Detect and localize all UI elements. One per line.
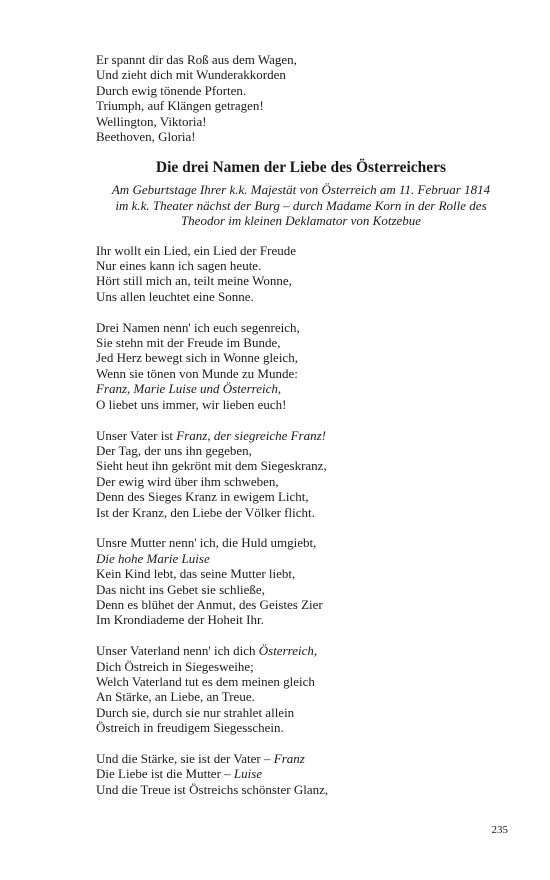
verse-emphasis: Österreich,	[258, 643, 318, 659]
verse-line	[96, 766, 506, 781]
verse-line: Kein Kind lebt, das seine Mutter liebt,	[96, 566, 296, 582]
verse-line: Und zieht dich mit Wunderakkorden	[96, 67, 286, 83]
verse-line: Ist der Kranz, den Liebe der Völker flicht.	[96, 504, 315, 520]
verse-line: Sie stehn mit der Freude im Bunde,	[96, 335, 281, 351]
verse-line: Nur eines kann ich sagen heute.	[96, 258, 262, 274]
poem-title: Die drei Namen der Liebe des Österreichers	[155, 159, 447, 177]
stanza-6	[96, 751, 506, 797]
stanza-2	[96, 320, 506, 412]
verse-line: Im Krondiademe der Hoheit Ihr.	[96, 612, 264, 628]
stanza-gap	[96, 736, 506, 751]
verse-line: Wellington, Viktoria!	[96, 113, 207, 129]
verse-line: Dich Östreich in Siegesweihe;	[96, 658, 254, 674]
prelude-stanza	[96, 52, 506, 144]
verse-line-italic: Die hohe Marie Luise	[96, 550, 210, 566]
verse-line: Durch sie, durch sie nur strahlet allein	[96, 704, 295, 720]
verse-line: Denn es blühet der Anmut, des Geistes Zier	[96, 596, 323, 612]
verse-line: Hört still mich an, teilt meine Wonne,	[96, 273, 292, 289]
stanza-gap	[96, 520, 506, 535]
verse-line: Denn des Sieges Kranz in ewigem Licht,	[96, 489, 309, 505]
stanza-4	[96, 535, 506, 627]
verse-line	[96, 751, 506, 766]
verse-line: Uns allen leuchtet eine Sonne.	[96, 288, 254, 304]
verse-emphasis: Franz	[273, 750, 305, 766]
page-number: 235	[491, 824, 508, 836]
verse-text: Und die Stärke, sie ist der Vater –	[96, 750, 274, 766]
stanza-1	[96, 243, 506, 305]
verse-line: Das nicht ins Gebet sie schließe,	[96, 581, 265, 597]
verse-line: Jed Herz bewegt sich in Wonne gleich,	[96, 350, 298, 366]
verse-text: Unser Vater ist	[96, 427, 177, 443]
verse-line: Ihr wollt ein Lied, ein Lied der Freude	[96, 242, 296, 258]
dedication-line: im k.k. Theater nächst der Burg – durch Madame Korn in der Rolle des	[115, 197, 487, 213]
verse-line: Durch ewig tönende Pforten.	[96, 82, 247, 98]
verse-line: Und die Treue ist Östreichs schönster Glanz,	[96, 781, 329, 797]
verse-line: An Stärke, an Liebe, an Treue.	[96, 689, 255, 705]
page-body	[96, 52, 506, 797]
verse-line: Triumph, auf Klängen getragen!	[96, 98, 264, 114]
stanza-gap	[96, 412, 506, 427]
verse-line: Der ewig wird über ihm schweben,	[96, 473, 279, 489]
verse-emphasis: Luise	[233, 766, 263, 782]
verse-line: Sieht heut ihn gekrönt mit dem Siegeskranz,	[96, 458, 327, 474]
verse-line-italic: Franz, Marie Luise und Österreich,	[96, 381, 282, 397]
verse-line: Welch Vaterland tut es dem meinen gleich	[96, 673, 315, 689]
verse-line: Wenn sie tönen von Munde zu Munde:	[96, 365, 298, 381]
stanza-gap	[96, 304, 506, 319]
verse-line: Drei Namen nenn' ich euch segenreich,	[96, 319, 300, 335]
verse-line	[96, 643, 506, 658]
verse-line: Der Tag, der uns ihn gegeben,	[96, 442, 252, 458]
verse-line: Beethoven, Gloria!	[96, 129, 196, 145]
verse-text: Die Liebe ist die Mutter –	[96, 766, 234, 782]
stanza-5	[96, 643, 506, 735]
verse-line: Unsre Mutter nenn' ich, die Huld umgiebt,	[96, 535, 317, 551]
verse-text: Unser Vaterland nenn' ich dich	[96, 643, 259, 659]
verse-line: Er spannt dir das Roß aus dem Wagen,	[96, 52, 297, 67]
stanza-3	[96, 428, 506, 520]
verse-emphasis: Franz, der siegreiche Franz!	[176, 427, 326, 443]
poem-dedication	[96, 182, 506, 228]
dedication-line: Am Geburtstage Ihrer k.k. Majestät von Österreich am 11. Februar 1814	[111, 182, 491, 198]
dedication-line: Theodor im kleinen Deklamator von Kotzebue	[180, 213, 422, 229]
verse-line	[96, 428, 506, 443]
stanza-gap	[96, 628, 506, 643]
verse-line: O liebet uns immer, wir lieben euch!	[96, 396, 287, 412]
verse-line: Östreich in freudigem Siegesschein.	[96, 720, 284, 736]
